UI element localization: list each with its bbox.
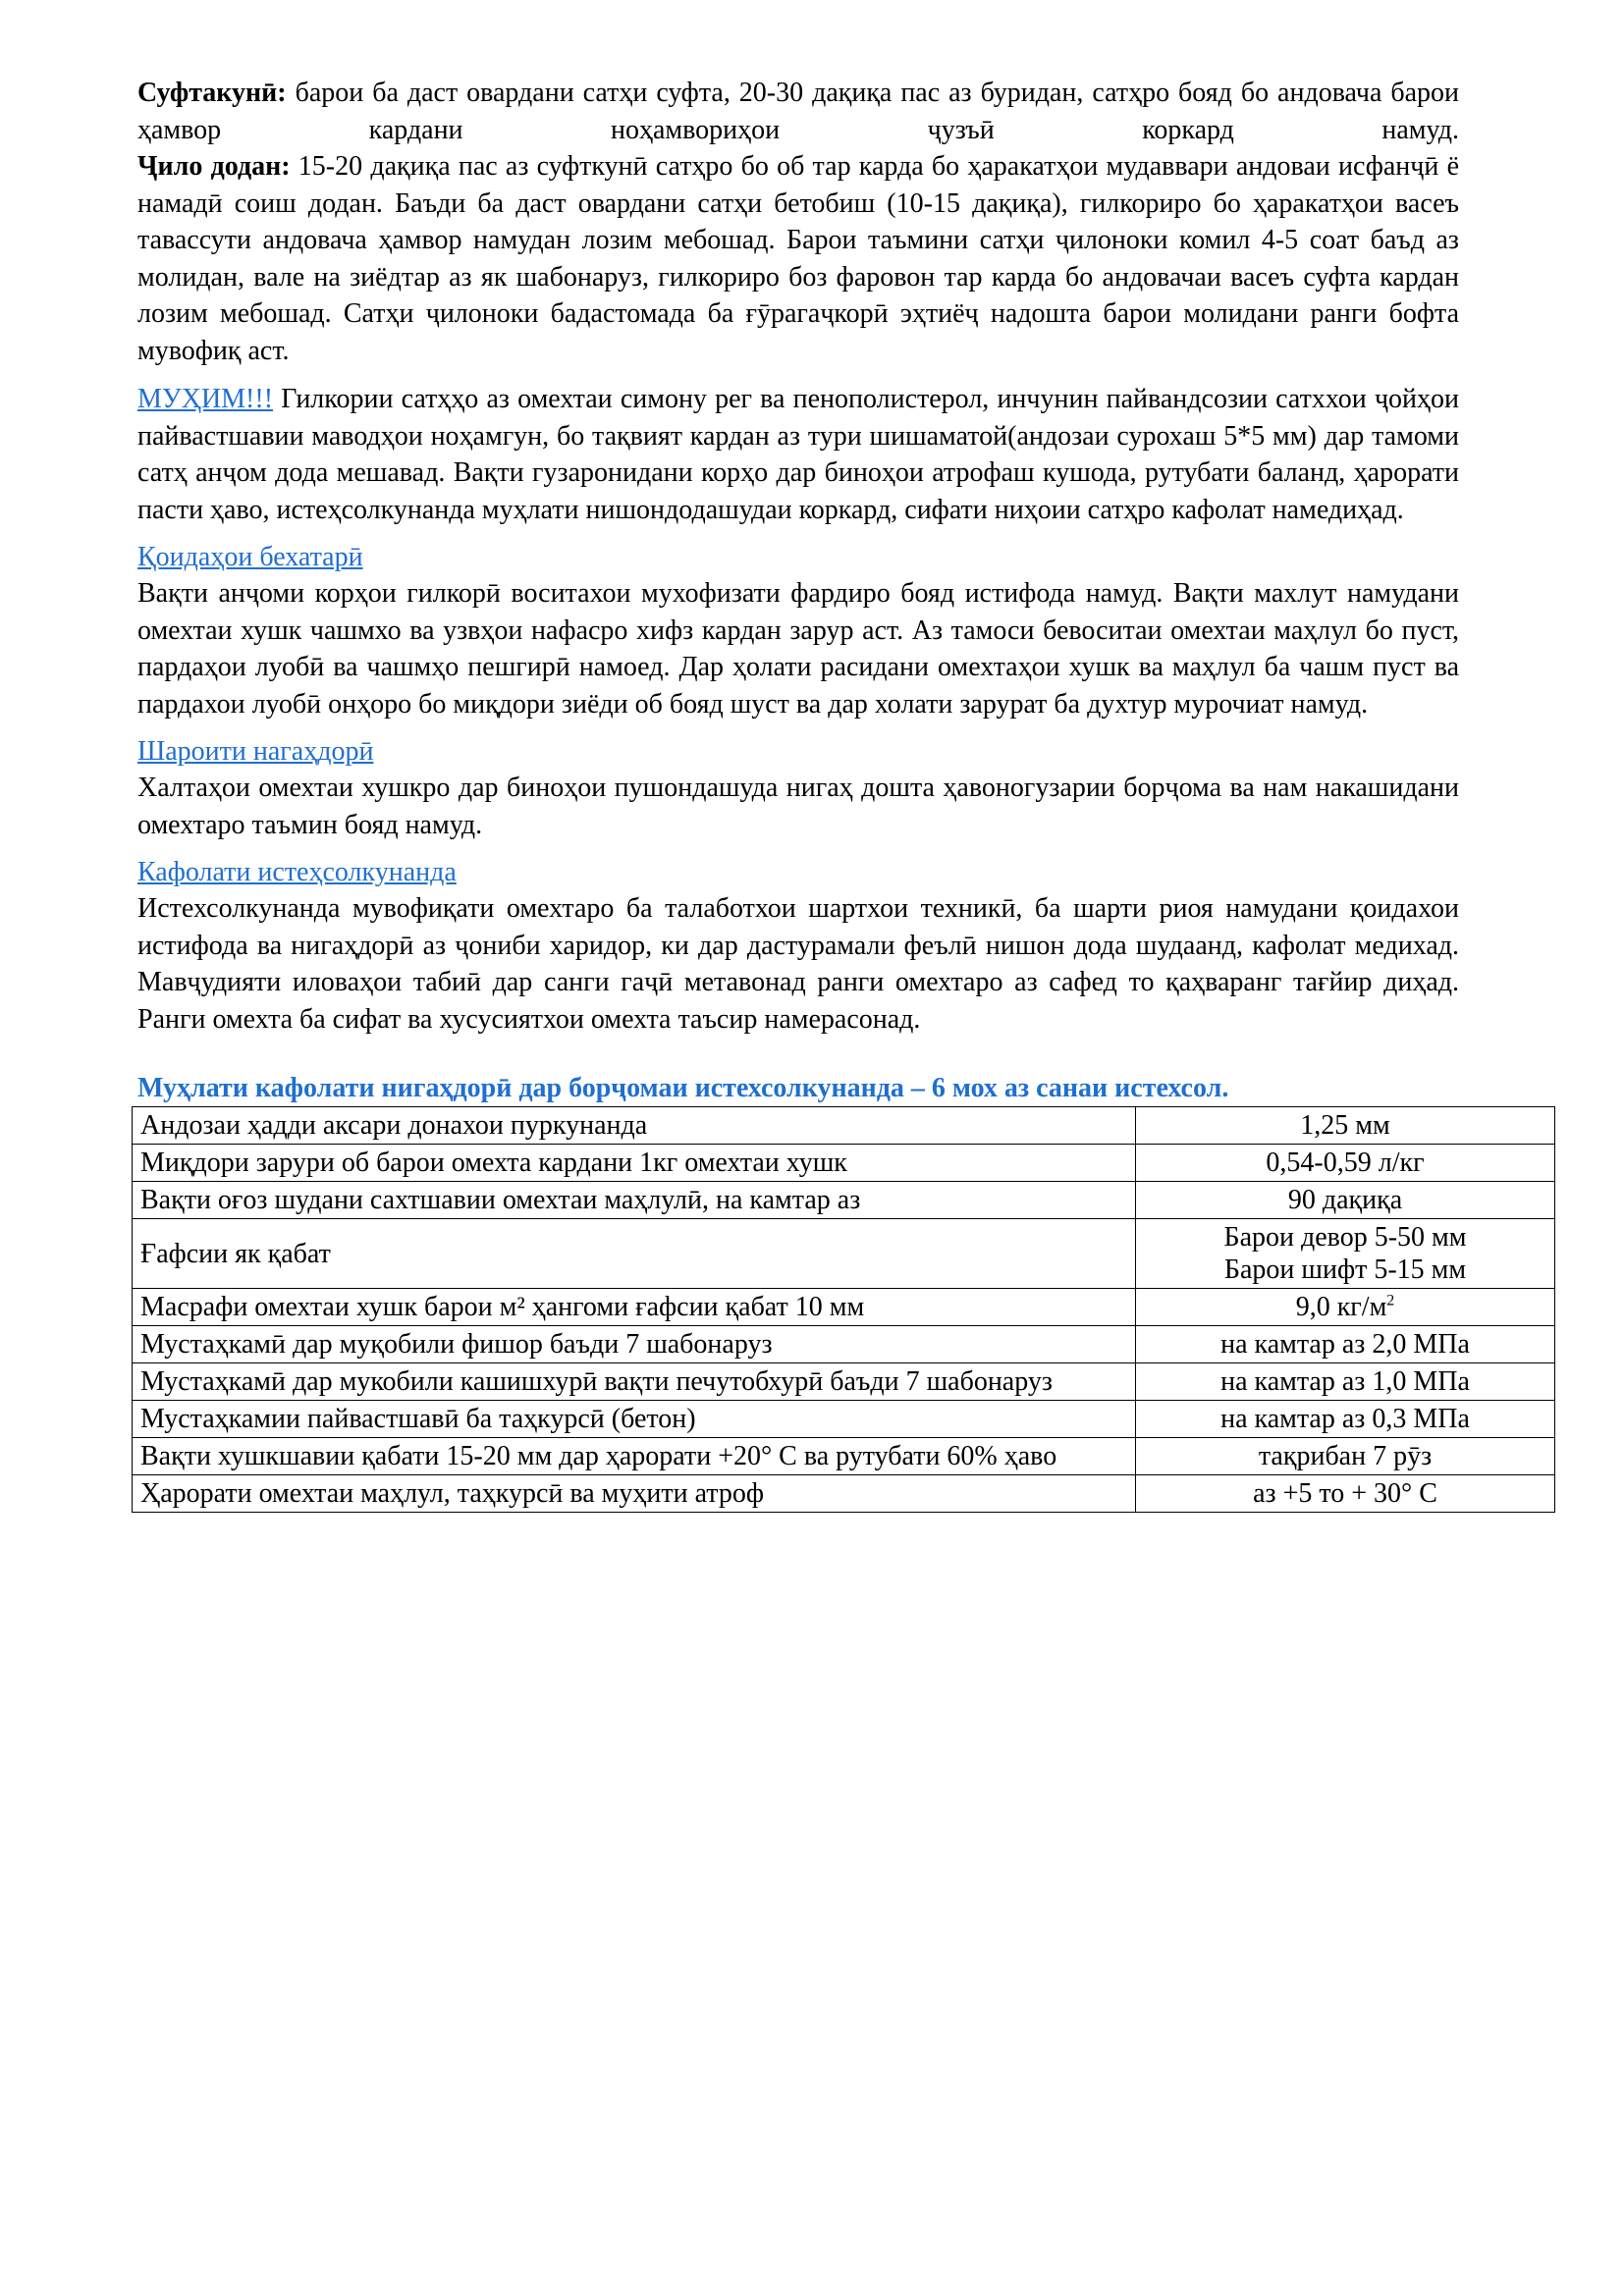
- table-cell-value: [1136, 1289, 1555, 1326]
- table-cell-param: Миқдори зарури об барои омехта кардани 1кг омехтаи хушк: [133, 1145, 1136, 1182]
- storage-heading-link[interactable]: Шароити нагаҳдорӣ: [137, 736, 374, 767]
- table-cell-param: Ҳарорати омехтаи маҳлул, таҳкурсӣ ва муҳити атроф: [133, 1475, 1136, 1513]
- table-cell-param: Мустаҳкамӣ дар муқобили фишор баъди 7 шабонаруз: [133, 1326, 1136, 1363]
- table-cell-value-text: 9,0 кг/м: [1295, 1292, 1387, 1322]
- paragraph-storage: Халтаҳои омехтаи хушкро дар биноҳои пушондашуда нигаҳ дошта ҳавоногузарии борҷома ва нам накашидани омехтаро таъмин бояд намуд.: [137, 773, 1459, 840]
- safety-heading-link[interactable]: Қоидаҳои бехатарӣ: [137, 542, 363, 572]
- paragraph-chilo: [137, 148, 1459, 369]
- table-row: [133, 1475, 1555, 1513]
- table-cell-value: аз +5 то + 30° С: [1136, 1475, 1555, 1513]
- suftakuni-label: Суфтакунӣ:: [137, 78, 287, 108]
- document-page: [137, 75, 1470, 1513]
- paragraph-safety: Вақти анҷоми корҳои гилкорӣ воситахои мухофизати фардиро бояд истифода намуд. Вақти махлут намудани омехтаи хушк чашмхо ва узвҳои нафасро хифз кардан зарур аст. Аз тамоси бевоситаи омехтаи маҳлул бо пуст, пардаҳои луобӣ ва чашмҳо пешгирӣ намоед. Дар ҳолати расидани омехтаҳои хушк ва маҳлул ба чашм пуст ва пардахои луобӣ онҳоро бо миқдори зиёди об бояд шуст ва дар холати зарурат ба духтур мурочиат намуд.: [137, 578, 1459, 720]
- table-row: [133, 1438, 1555, 1475]
- table-cell-value: на камтар аз 1,0 МПа: [1136, 1363, 1555, 1401]
- table-row: [133, 1401, 1555, 1438]
- table-cell-value: 90 дақиқа: [1136, 1182, 1555, 1219]
- table-title: Муҳлати кафолати нигаҳдорӣ дар борҷомаи истехсолкунанда – 6 мох аз санаи истехсол.: [137, 1073, 1229, 1103]
- paragraph-warranty: Истехсолкунанда мувофиқати омехтаро ба талаботхои шартхои техникӣ, ба шарти риоя намудани қоидахои истифода ва нигаҳдорӣ аз ҷониби харидор, ки дар дастурамали феълӣ нишон дода шудаанд, кафолат медихад. Мавҷудияти иловаҳои табиӣ дар санги гаҷӣ метавонад ранги омехтаро аз сафед то қаҳваранг тағйир диҳад. Ранги омехта ба сифат ва хусусиятхои омехта таъсир намерасонад.: [137, 893, 1459, 1035]
- superscript: 2: [1386, 1292, 1395, 1309]
- paragraph-muhim: [137, 381, 1459, 528]
- table-row: [133, 1145, 1555, 1182]
- table-row: [133, 1219, 1555, 1289]
- table-cell-param: Масрафи омехтаи хушк барои м² ҳангоми ғафсии қабат 10 мм: [133, 1289, 1136, 1326]
- table-cell-value-line: Барои девор 5-50 мм: [1223, 1222, 1467, 1253]
- table-cell-param: Андозаи ҳадди аксари донахои пуркунанда: [133, 1107, 1136, 1145]
- table-cell-param: Вақти оғоз шудани сахтшавии омехтаи маҳлулӣ, на камтар аз: [133, 1182, 1136, 1219]
- table-row: [133, 1326, 1555, 1363]
- table-row: [133, 1289, 1555, 1326]
- table-cell-param: Мустаҳкамии пайвастшавӣ ба таҳкурсӣ (бетон): [133, 1401, 1136, 1438]
- chilo-label: Ҷило додан:: [137, 151, 291, 182]
- table-cell-value: тақрибан 7 рӯз: [1136, 1438, 1555, 1475]
- table-cell-param: Мустаҳкамӣ дар мукобили кашишхурӣ вақти печутобхурӣ баъди 7 шабонаруз: [133, 1363, 1136, 1401]
- table-cell-value: 1,25 мм: [1136, 1107, 1555, 1145]
- paragraph-suftakuni: [137, 75, 1459, 148]
- specs-table: [132, 1106, 1555, 1513]
- table-cell-value: на камтар аз 2,0 МПа: [1136, 1326, 1555, 1363]
- table-cell-value: 0,54-0,59 л/кг: [1136, 1145, 1555, 1182]
- table-cell-value: на камтар аз 0,3 МПа: [1136, 1401, 1555, 1438]
- table-row: [133, 1107, 1555, 1145]
- table-cell-param: Вақти хушкшавии қабати 15-20 мм дар ҳарорати +20° С ва рутубати 60% ҳаво: [133, 1438, 1136, 1475]
- table-cell-value: [1136, 1219, 1555, 1289]
- chilo-text: 15-20 дақиқа пас аз суфткунӣ сатҳро бо об тар карда бо ҳаракатҳои мудаввари андоваи исфанҷӣ ё намадӣ соиш додан. Баъди ба даст овардани сатҳи бетобиш (10-15 дақиқа), гилкориро бо ҳаракатҳои васеъ тавассути андовача ҳамвор намудан лозим мебошад. Барои таъмини сатҳи ҷилоноки комил 4-5 соат баъд аз молидан, вале на зиёдтар аз як шабонаруз, гилкориро боз фаровон тар карда бо андовачаи васеъ суфта кардан лозим мебошад. Сатҳи ҷилоноки бадастомада ба ғӯрагаҷкорӣ эҳтиёҷ надошта барои молидани ранги бофта мувофиқ аст.: [137, 151, 1459, 366]
- table-row: [133, 1182, 1555, 1219]
- muhim-link[interactable]: МУҲИМ!!!: [137, 384, 274, 414]
- suftakuni-text: барои ба даст овардани сатҳи суфта, 20-30 дақиқа пас аз буридан, сатҳро бояд бо андовача барои ҳамвор кардани ноҳамвориҳои ҷузъӣ коркард намуд.: [137, 78, 1459, 145]
- warranty-heading-link[interactable]: Кафолати истеҳсолкунанда: [137, 857, 457, 887]
- muhim-text: Гилкории сатҳҳо аз омехтаи симону рег ва пенополистерол, инчунин пайвандсозии сатххои ҷойҳои пайвастшавии маводҳои ноҳамгун, бо тақвият кардан аз тури шишаматой(андозаи сурохаш 5*5 мм) дар тамоми сатҳ анҷом дода мешавад. Вақти гузаронидани корҳо дар биноҳои атрофаш кушода, рутубати баланд, ҳарорати пасти ҳаво, истеҳсолкунанда муҳлати нишондодашудаи коркард, сифати ниҳоии сатҳро кафолат намедиҳад.: [137, 384, 1459, 525]
- table-cell-param: Ғафсии як қабат: [133, 1219, 1136, 1289]
- table-cell-value-line: Барои шифт 5-15 мм: [1223, 1255, 1467, 1285]
- table-row: [133, 1363, 1555, 1401]
